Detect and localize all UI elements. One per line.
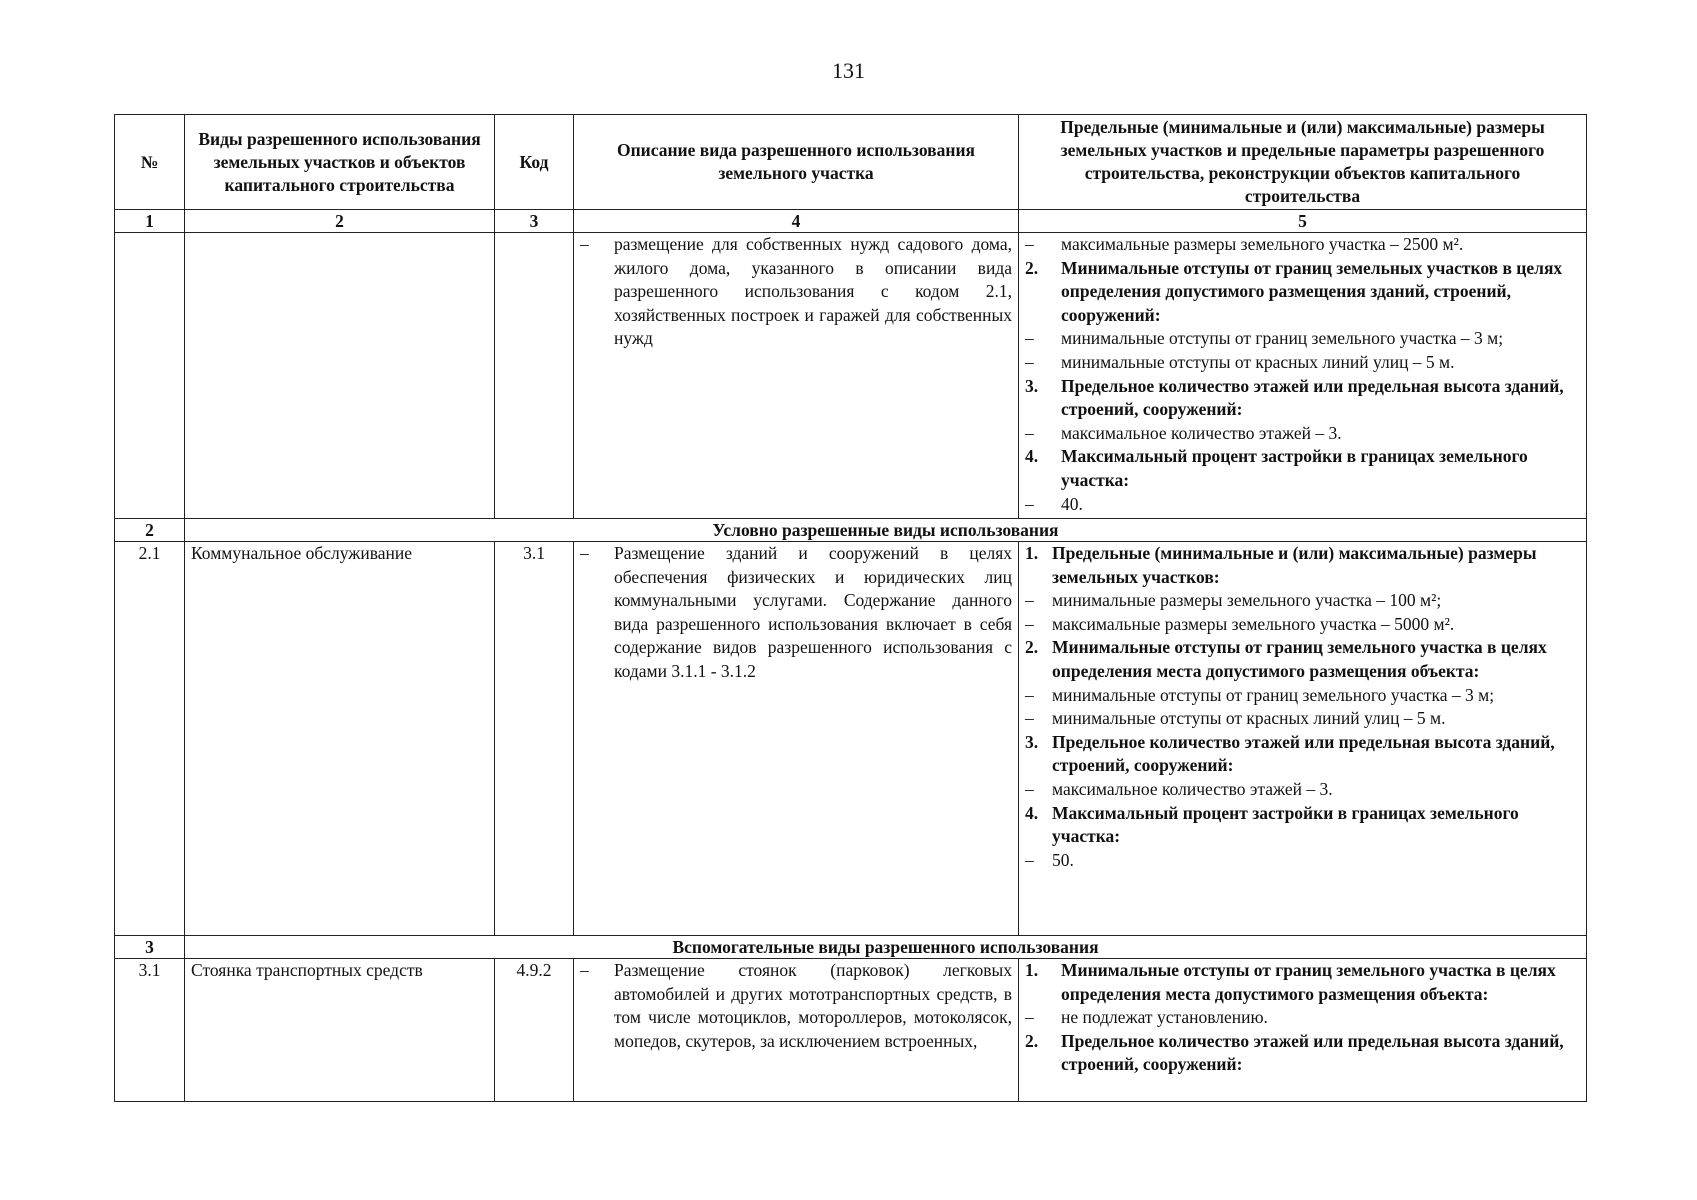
list-marker: – [1025,234,1034,254]
parameter-item [1025,542,1580,589]
parameter-item [1025,351,1580,375]
parameter-item [1025,731,1580,778]
parameter-item [1025,778,1580,802]
list-marker: 4. [1025,446,1039,467]
list-marker: – [1025,1007,1034,1028]
dash-marker: – [580,960,589,980]
section-number: 3 [115,936,185,959]
parameter-text: 50. [1052,849,1074,870]
section-row [115,519,1587,542]
list-marker: – [1025,613,1034,634]
list-marker: 3. [1025,375,1039,396]
land-use-table [114,114,1587,1102]
parameter-text: Предельное количество этажей или предельная высота зданий, строений, сооружений: [1061,1030,1564,1075]
parameters-cell [1019,233,1587,519]
list-marker: – [1025,493,1034,514]
section-title: Вспомогательные виды разрешенного использования [185,936,1587,959]
use-type-cell: Стоянка транспортных средств [185,959,495,1102]
dash-marker: – [580,234,589,254]
parameter-text: максимальные размеры земельного участка – 5000 м². [1052,613,1455,634]
parameter-text: максимальное количество этажей – 3. [1052,778,1333,799]
parameter-text: минимальные размеры земельного участка – 100 м²; [1052,590,1442,611]
header-use-type: Виды разрешенного использования земельных участков и объектов капитального строительства [185,115,495,210]
header-row [115,115,1587,210]
description-text: Размещение стоянок (парковок) легковых автомобилей и других мототранспортных средств, в том числе мотоциклов, мотороллеров, мотоколясок, мопедов, скутеров, за исключением встроенных, [614,960,1012,1051]
column-numbers-row [115,210,1587,233]
parameter-text: Предельные (минимальные и (или) максимальные) размеры земельных участков: [1052,543,1537,587]
parameter-text: Максимальный процент застройки в границах земельного участка: [1061,446,1528,490]
parameter-item [1025,445,1580,492]
list-marker: 1. [1025,543,1039,563]
list-marker: 3. [1025,731,1039,752]
list-marker: – [1025,328,1034,349]
parameter-text: не подлежат установлению. [1061,1007,1268,1028]
description-cell [574,542,1019,936]
parameter-item [1025,613,1580,637]
parameter-item [1025,684,1580,708]
table-row [115,233,1587,519]
parameter-item [1025,233,1580,257]
list-marker: – [1025,351,1034,372]
parameter-text: 40. [1061,493,1083,514]
header-parameters: Предельные (минимальные и (или) максимальные) размеры земельных участков и предельные параметры разрешенного строительства, реконструкции объектов капитального строительства [1019,115,1587,210]
parameter-item [1025,375,1580,422]
parameter-text: Предельное количество этажей или предельная высота зданий, строений, сооружений: [1061,375,1564,420]
parameter-item [1025,589,1580,613]
list-marker: 2. [1025,1030,1039,1051]
code-cell [495,233,574,519]
parameter-text: минимальные отступы от границ земельного участка – 3 м; [1061,328,1504,349]
section-number: 2 [115,519,185,542]
description-cell [574,959,1019,1102]
list-marker: – [1025,684,1034,705]
use-type-cell: Коммунальное обслуживание [185,542,495,936]
parameter-text: Минимальные отступы от границ земельного участка в целях определения места допустимого размещения объекта: [1052,637,1547,681]
code-cell: 3.1 [495,542,574,936]
section-row [115,936,1587,959]
parameter-item [1025,1030,1580,1077]
parameter-item [1025,636,1580,683]
parameter-item [1025,327,1580,351]
parameter-text: минимальные отступы от границ земельного участка – 3 м; [1052,684,1495,705]
list-marker: 1. [1025,960,1039,980]
parameter-text: минимальные отступы от красных линий улиц – 5 м. [1061,351,1455,372]
use-type-cell [185,233,495,519]
list-marker: – [1025,708,1034,729]
list-marker: 2. [1025,257,1039,278]
parameter-text: минимальные отступы от красных линий улиц – 5 м. [1052,708,1446,729]
parameter-item [1025,849,1580,873]
column-number: 3 [495,210,574,233]
list-marker: – [1025,422,1034,443]
parameter-item [1025,1006,1580,1030]
parameter-text: Минимальные отступы от границ земельных участков в целях определения допустимого размещения зданий, строений, сооружений: [1061,257,1563,325]
parameter-item [1025,707,1580,731]
column-number: 2 [185,210,495,233]
parameter-text: Минимальные отступы от границ земельного участка в целях определения места допустимого размещения объекта: [1061,960,1556,1004]
list-marker: – [1025,590,1034,611]
parameter-text: максимальное количество этажей – 3. [1061,422,1342,443]
column-number: 4 [574,210,1019,233]
parameter-item [1025,257,1580,328]
header-number: № [115,115,185,210]
row-number-cell: 3.1 [115,959,185,1102]
parameter-item [1025,493,1580,517]
section-title: Условно разрешенные виды использования [185,519,1587,542]
parameter-item [1025,422,1580,446]
parameter-text: Предельное количество этажей или предельная высота зданий, строений, сооружений: [1052,731,1555,776]
dash-marker: – [580,543,589,563]
header-code: Код [495,115,574,210]
description-text: размещение для собственных нужд садового дома, жилого дома, указанного в описании вида разрешенного использования с кодом 2.1, хозяйственных построек и гаражей для собственных нужд [614,234,1012,349]
table-row [115,959,1587,1102]
code-cell: 4.9.2 [495,959,574,1102]
description-text: Размещение зданий и сооружений в целях обеспечения физических и юридических лиц коммунальными услугами. Содержание данного вида разрешенного использования включает в себя содержание видов разрешенного использования с кодами 3.1.1 - 3.1.2 [614,543,1012,681]
column-number: 5 [1019,210,1587,233]
parameters-cell [1019,542,1587,936]
list-marker: 2. [1025,637,1039,658]
parameter-text: максимальные размеры земельного участка – 2500 м². [1061,234,1464,254]
page-number: 131 [832,58,865,83]
header-description: Описание вида разрешенного использования земельного участка [574,115,1019,210]
parameter-item [1025,959,1580,1006]
parameters-cell [1019,959,1587,1102]
row-number-cell [115,233,185,519]
parameter-text: Максимальный процент застройки в границах земельного участка: [1052,802,1519,847]
list-marker: – [1025,849,1034,870]
description-cell [574,233,1019,519]
table-row [115,542,1587,936]
list-marker: 4. [1025,802,1039,823]
parameter-item [1025,802,1580,849]
list-marker: – [1025,778,1034,799]
row-number-cell: 2.1 [115,542,185,936]
column-number: 1 [115,210,185,233]
